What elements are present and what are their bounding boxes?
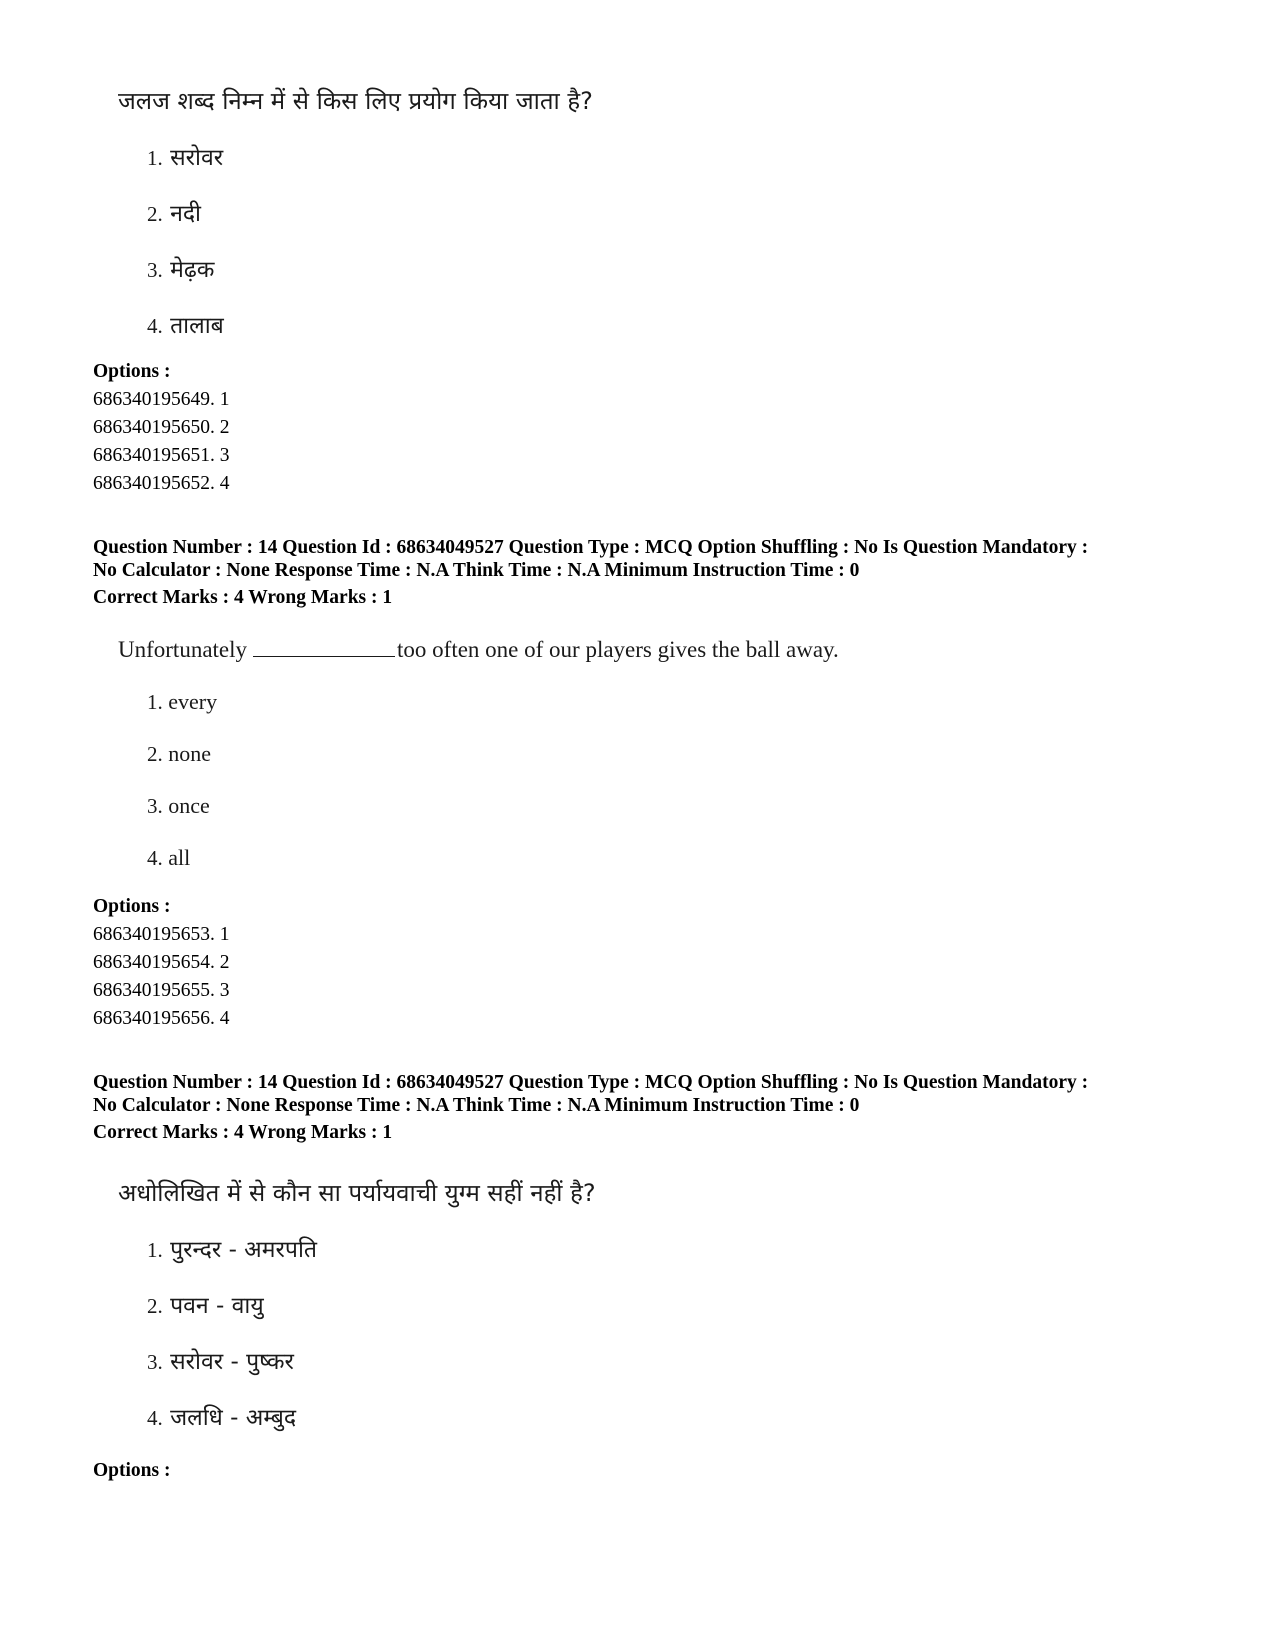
choice-item <box>147 793 210 819</box>
choice-number: 2. <box>147 1294 163 1318</box>
choice-number: 2. <box>147 202 163 226</box>
choice-number: 2. <box>147 742 163 766</box>
question-text-after: too often one of our players gives the ball away. <box>397 637 839 662</box>
choice-item <box>147 1288 264 1320</box>
choice-text: जलधि - अम्बुद <box>170 1405 297 1431</box>
question-text <box>118 637 839 663</box>
question-text: जलज शब्द निम्न में से किस लिए प्रयोग किया जाता है? <box>118 87 593 115</box>
choice-item <box>147 1400 296 1432</box>
choice-text: once <box>168 793 210 818</box>
option-id: 686340195650. 2 <box>93 417 230 438</box>
choice-text: सरोवर - पुष्कर <box>170 1349 294 1375</box>
question-text-before: Unfortunately <box>118 637 248 662</box>
choice-number: 1. <box>147 690 163 714</box>
question-meta-line: Question Number : 14 Question Id : 68634049527 Question Type : MCQ Option Shuffling : No Is Question Mandatory : <box>93 537 1089 558</box>
choice-text: पुरन्दर - अमरपति <box>170 1237 318 1263</box>
choice-text: मेढ़क <box>170 257 215 283</box>
question-marks: Correct Marks : 4 Wrong Marks : 1 <box>93 587 393 608</box>
choice-number: 3. <box>147 794 163 818</box>
choice-text: पवन - वायु <box>170 1293 264 1319</box>
choice-item <box>147 1232 317 1264</box>
question-meta-line: No Calculator : None Response Time : N.A Think Time : N.A Minimum Instruction Time : 0 <box>93 560 860 581</box>
option-id: 686340195651. 3 <box>93 445 230 466</box>
question-marks: Correct Marks : 4 Wrong Marks : 1 <box>93 1122 393 1143</box>
choice-number: 3. <box>147 258 163 282</box>
choice-item <box>147 252 214 284</box>
choice-item <box>147 140 223 172</box>
choice-text: all <box>168 845 191 870</box>
choice-text: तालाब <box>170 313 224 339</box>
option-id: 686340195655. 3 <box>93 980 230 1001</box>
choice-number: 1. <box>147 146 163 170</box>
question-text: अधोलिखित में से कौन सा पर्यायवाची युग्म सहीं नहीं है? <box>118 1179 596 1207</box>
options-label: Options : <box>93 896 171 917</box>
choice-number: 4. <box>147 314 163 338</box>
option-id: 686340195654. 2 <box>93 952 230 973</box>
option-id: 686340195656. 4 <box>93 1008 230 1029</box>
choice-item <box>147 689 217 715</box>
question-meta-line: No Calculator : None Response Time : N.A Think Time : N.A Minimum Instruction Time : 0 <box>93 1095 860 1116</box>
choice-text: every <box>168 689 218 714</box>
question-meta-line: Question Number : 14 Question Id : 68634049527 Question Type : MCQ Option Shuffling : No Is Question Mandatory : <box>93 1072 1089 1093</box>
choice-number: 4. <box>147 1406 163 1430</box>
option-id: 686340195649. 1 <box>93 389 230 410</box>
choice-text: none <box>168 741 212 766</box>
fill-in-blank <box>253 638 395 657</box>
choice-item <box>147 196 201 228</box>
choice-item <box>147 741 211 767</box>
choice-number: 3. <box>147 1350 163 1374</box>
option-id: 686340195653. 1 <box>93 924 230 945</box>
choice-text: सरोवर <box>170 145 224 171</box>
option-id: 686340195652. 4 <box>93 473 230 494</box>
choice-text: नदी <box>170 201 201 227</box>
options-label: Options : <box>93 361 171 382</box>
options-label: Options : <box>93 1460 171 1481</box>
choice-number: 1. <box>147 1238 163 1262</box>
choice-item <box>147 1344 294 1376</box>
choice-number: 4. <box>147 846 163 870</box>
choice-item <box>147 308 224 340</box>
choice-item <box>147 845 190 871</box>
